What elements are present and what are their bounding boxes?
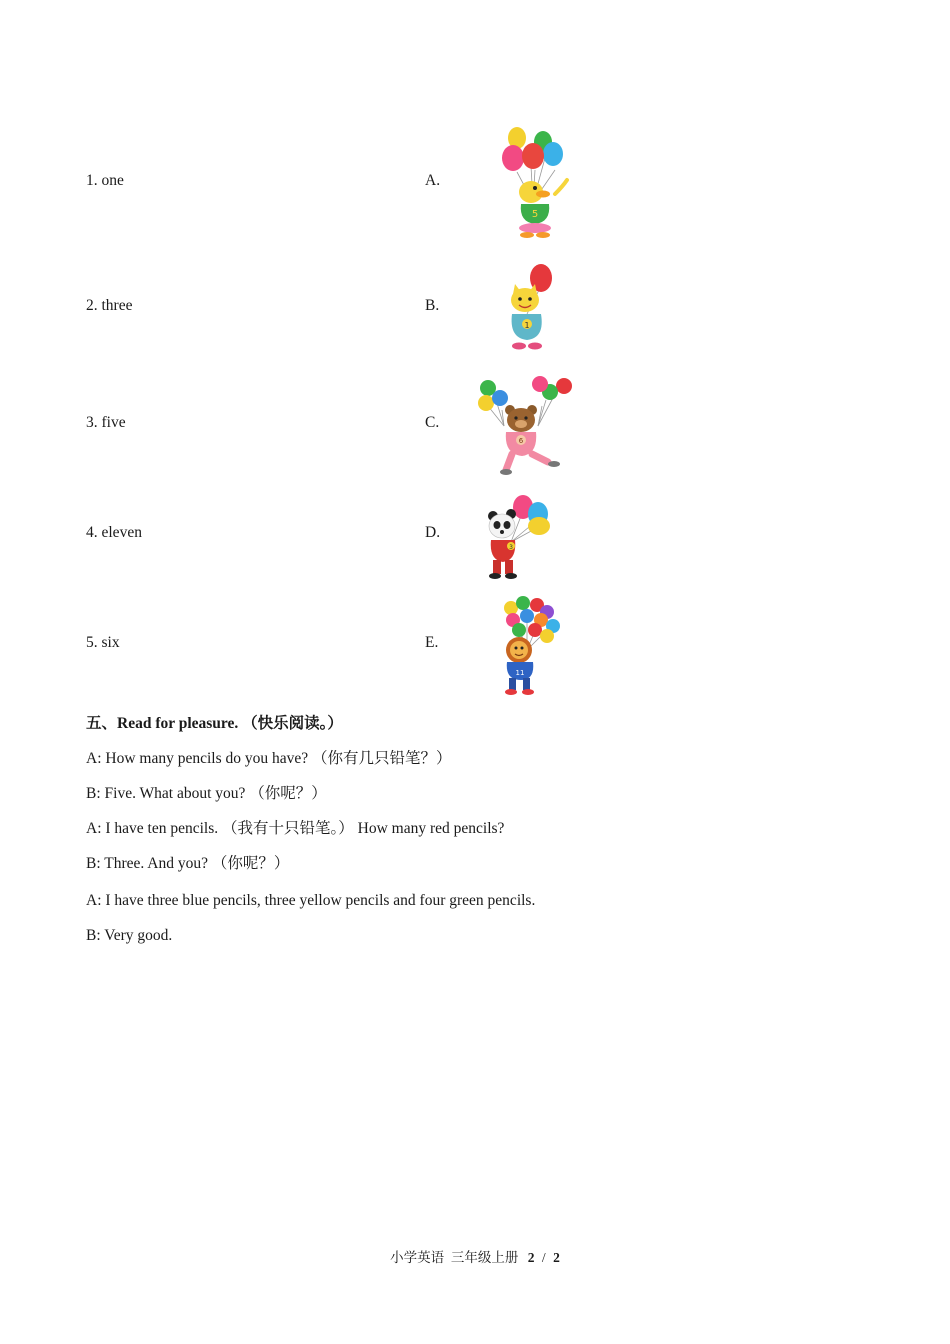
letter-d: D. xyxy=(425,524,441,541)
lion-balloons-image xyxy=(497,594,567,696)
cat-balloon-image xyxy=(497,262,557,352)
lion-shirt-number: 11 xyxy=(515,669,525,677)
page-footer xyxy=(0,1246,950,1266)
word-3: 3. five xyxy=(86,414,126,431)
section-title: 五、Read for pleasure. （快乐阅读。） xyxy=(86,715,343,732)
balloon xyxy=(516,596,530,610)
balloon xyxy=(478,395,494,411)
word-5: 5. six xyxy=(86,634,120,651)
letter-e: E. xyxy=(425,634,439,651)
balloon xyxy=(512,623,526,637)
panda-shirt-number: 3 xyxy=(509,544,513,551)
word-2: 2. three xyxy=(86,297,133,314)
panda-balloons-image xyxy=(483,494,555,580)
balloon xyxy=(540,629,554,643)
balloon xyxy=(528,623,542,637)
balloon xyxy=(556,378,572,394)
cat-shirt-number: 1 xyxy=(524,321,530,330)
footer-page-number: 2 xyxy=(527,1250,535,1265)
balloon xyxy=(522,143,544,169)
balloon xyxy=(532,376,548,392)
dialogue-line-6: B: Very good. xyxy=(86,927,173,944)
letter-b: B. xyxy=(425,297,440,314)
balloon xyxy=(504,601,518,615)
word-1: 1. one xyxy=(86,172,124,189)
footer-page-total: 2 xyxy=(553,1250,560,1265)
footer-subject: 小学英语 三年级上册 xyxy=(390,1250,519,1265)
duck-shirt-number: 5 xyxy=(531,209,539,220)
bear-balloons-image xyxy=(476,376,572,476)
duck-balloons-image xyxy=(495,124,575,242)
dialogue-line-3: A: I have ten pencils. （我有十只铅笔。） How many red pencils? xyxy=(86,820,505,837)
dialogue-line-2: B: Five. What about you? （你呢？） xyxy=(86,785,327,802)
balloon xyxy=(502,145,524,171)
balloon xyxy=(520,609,534,623)
balloon xyxy=(528,517,550,535)
letter-c: C. xyxy=(425,414,440,431)
word-4: 4. eleven xyxy=(86,524,142,541)
footer-separator: / xyxy=(541,1250,546,1265)
dialogue-line-4: B: Three. And you? （你呢？） xyxy=(86,855,290,872)
bear-shirt-number: 6 xyxy=(518,437,524,445)
letter-a: A. xyxy=(425,172,441,189)
balloon xyxy=(543,142,563,166)
dialogue-line-1: A: How many pencils do you have? （你有几只铅笔？） xyxy=(86,750,452,767)
balloon xyxy=(492,390,508,406)
dialogue-line-5: A: I have three blue pencils, three yellow pencils and four green pencils. xyxy=(86,892,536,909)
